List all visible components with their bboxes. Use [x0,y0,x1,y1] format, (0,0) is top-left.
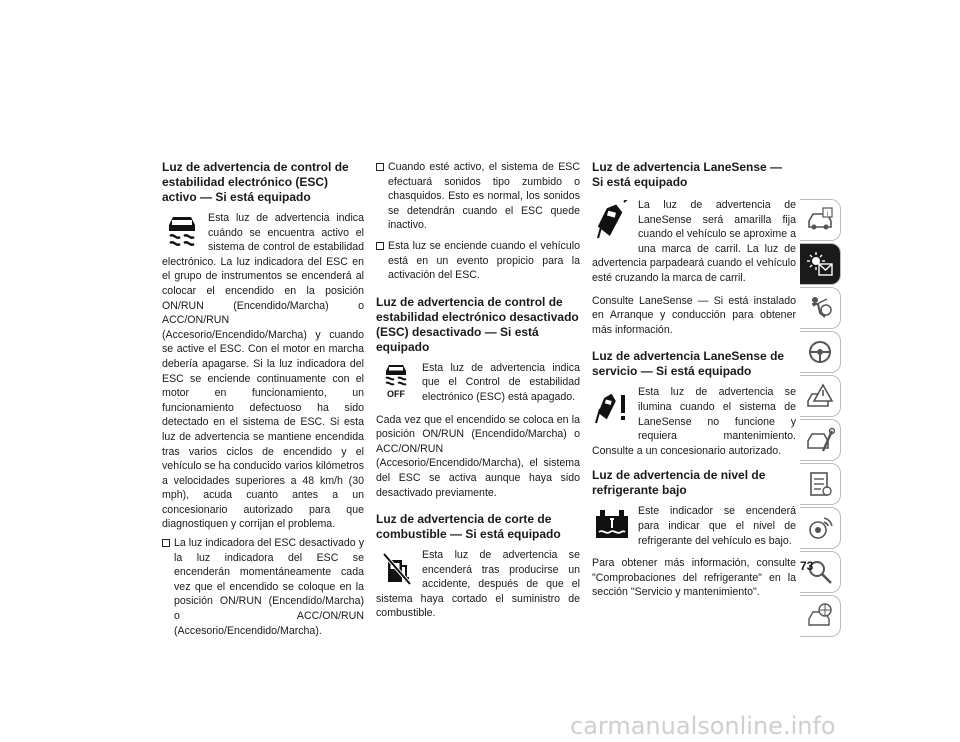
svg-text:i: i [826,209,829,218]
tab-language[interactable] [800,595,841,637]
tab-dashboard-lights[interactable] [800,243,841,285]
airbag-safety-tab-icon [805,293,835,323]
column-1 [162,160,364,642]
tab-airbag-safety[interactable] [800,287,841,329]
lanesense-service-icon [594,387,630,427]
esc-off-paragraph-2: Cada vez que el encendido se coloca en la posición ON/RUN (Encendido/Marcha) o ACC/ON/RUN (Accesorio/Encendido/Marcha), el sistema del ESC se activa aunque haya sido desactivado previamente. [376,413,580,499]
coolant-level-icon [594,506,630,542]
fuel-cutoff-paragraph: Esta luz de advertencia se encenderá tras producirse un accidente, después de que el sistema haya cortado el suministro de combustible. [376,549,580,620]
lanesense-icon [594,200,630,240]
checklist-tab-icon [805,469,835,499]
esc-off-icon [378,363,414,399]
steering-wheel-tab-icon [805,337,835,367]
warning-triangle-car-tab-icon [805,381,835,411]
off-label: OFF [387,388,405,399]
tab-multimedia[interactable] [800,507,841,549]
radio-multimedia-tab-icon [805,513,835,543]
coolant-paragraph: Este indicador se encenderá para indicar que el nivel de refrigerante del vehículo es bajo. [638,505,796,547]
bullet-text: Cuando esté activo, el sistema de ESC efectuará sonidos tipo zumbido o chasquidos. Esto es normal, los sonidos se detendrán cuando el ESC quede inactivo. [388,161,580,232]
lanesense-service-paragraph: Esta luz de advertencia se ilumina cuando el sistema de LaneSense no funcione y requiera mantenimiento. Consulte a un concesionario autorizado. [592,386,796,457]
lanesense-service-heading: Luz de advertencia LaneSense de servicio — Si está equipado [592,349,785,379]
watermark: carmanualsonline.info [570,712,836,740]
bullet-text: Esta luz se enciende cuando el vehículo está en un evento propicio para la activación del ESC. [388,239,580,282]
fuel-cutoff-icon [378,550,414,586]
section-tabs [800,199,842,639]
esc-off-heading: Luz de advertencia de control de estabilidad electrónico desactivado (ESC) desactivado — Si está equipado [376,294,579,354]
tab-specifications[interactable] [800,463,841,505]
checkbox-bullet-icon [376,242,384,250]
list-item [376,160,580,233]
lanesense-paragraph-2: Consulte LaneSense — Si está instalado en Arranque y conducción para obtener más información. [592,294,796,336]
fuel-cutoff-heading: Luz de advertencia de corte de combustible — Si está equipado [376,512,561,542]
language-tab-icon [805,601,835,631]
tab-steering[interactable] [800,331,841,373]
car-info-tab-icon [805,205,835,235]
checkbox-bullet-icon [376,163,384,171]
dashboard-light-tab-icon [805,249,835,279]
tab-emergency[interactable] [800,375,841,417]
lanesense-heading: Luz de advertencia LaneSense — Si está equipado [592,160,783,189]
bullet-text: La luz indicadora del ESC desactivado y la luz indicadora del ESC se encenderán momentáneamente cada vez que el encendido se coloque en la posición ON/RUN (Encendido/Marcha) o ACC/ON/RUN (Accesorio/Encendido/Marcha). [174,537,364,637]
lanesense-paragraph: La luz de advertencia de LaneSense será amarilla fija cuando el vehículo se aproxime a una marca de carril. La luz de advertencia parpadeará cuando el vehículo esté cruzando la marca de carril. [592,199,796,284]
checkbox-bullet-icon [162,539,170,547]
list-item [376,239,580,283]
tab-car-info[interactable] [800,199,841,241]
esc-skid-icon [164,213,200,243]
esc-off-paragraph: Esta luz de advertencia indica que el Control de estabilidad electrónico (ESC) está apagado. [422,361,580,403]
column-2 [376,160,580,621]
column-3 [592,160,796,600]
esc-active-paragraph: Esta luz de advertencia indica cuándo se encuentra activo el sistema de control de estabilidad electrónico. La luz indicadora del ESC en el grupo de instrumentos se encenderá al colocar el encendido en la posición ON/RUN (Encendido/Marcha) o ACC/ON/RUN (Accesorio/Encendido/Marcha) y cuando se active el ESC. Con el motor en marcha debería apagarse. Si la luz indicadora del ESC se enciende continuamente con el motor en funcionamiento, un funcionamiento defectuoso ha sido detectado en el sistema de ESC. Si esta luz de advertencia se mantiene encendida tras varios ciclos de encendido y el vehículo se ha conducido varios kilómetros a velocidades superiores a 48 km/h (30 mph), acuda cuanto antes a un concesionario autorizado para que diagnostiquen y corrijan el problema. [162,212,364,531]
esc-active-heading: Luz de advertencia de control de estabilidad electrónico (ESC) activo — Si está equipado [162,160,349,204]
car-wrench-tab-icon [805,425,835,455]
list-item [162,536,364,638]
coolant-heading: Luz de advertencia de nivel de refrigerante bajo [592,468,766,498]
page-number: 73 [800,559,814,573]
tab-service[interactable] [800,419,841,461]
coolant-paragraph-2: Para obtener más información, consulte "Comprobaciones del refrigerante" en la sección "Servicio y mantenimiento". [592,557,796,599]
